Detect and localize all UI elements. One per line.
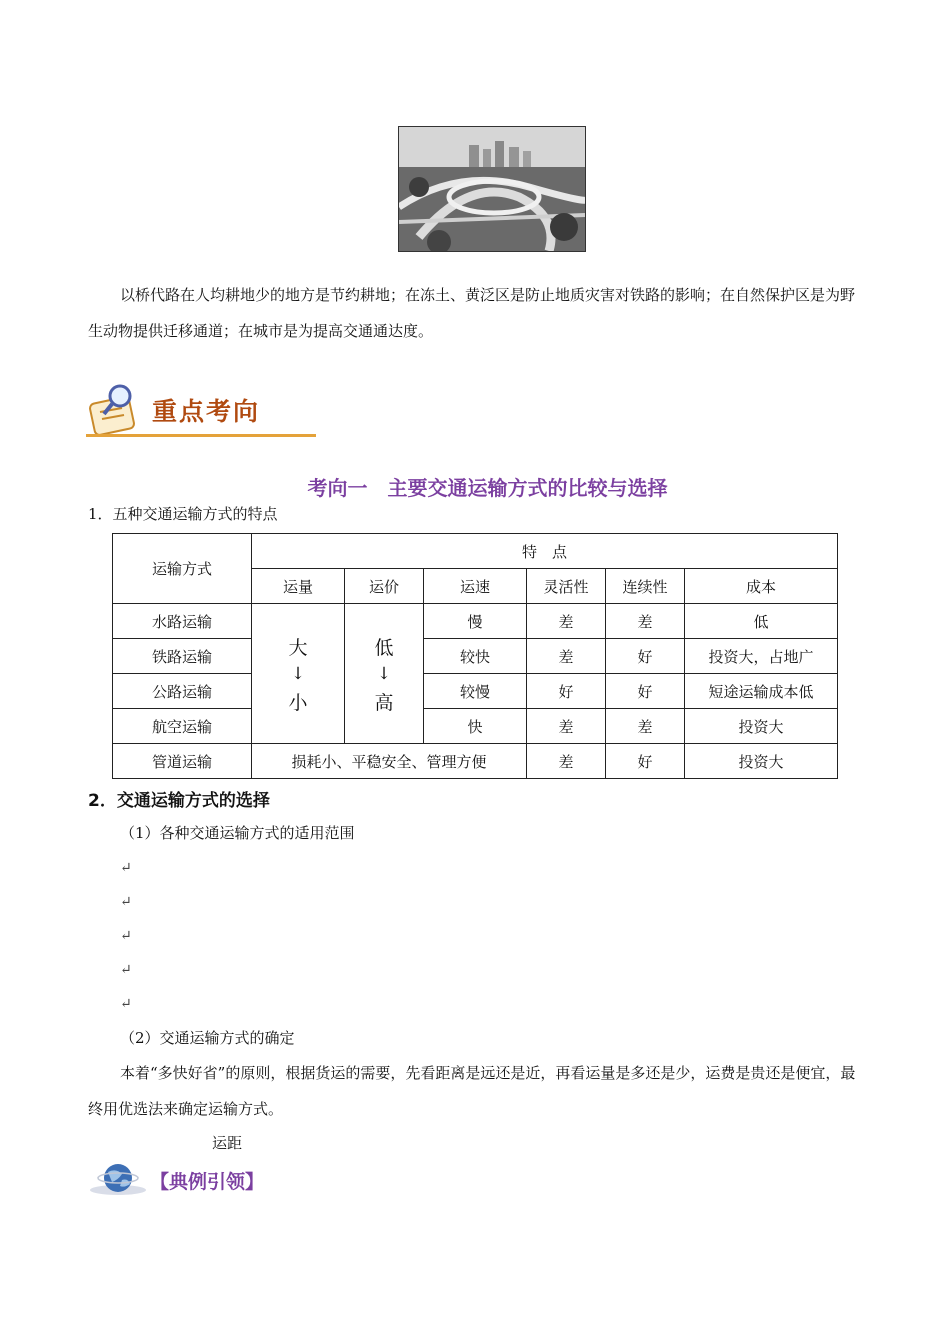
table-row bbox=[113, 639, 838, 674]
flex-cell: 差 bbox=[527, 604, 606, 639]
flex-cell: 差 bbox=[527, 639, 606, 674]
mode-cell: 公路运输 bbox=[113, 674, 252, 709]
cont-cell: 差 bbox=[606, 709, 685, 744]
col-flexibility: 灵活性 bbox=[527, 569, 606, 604]
speed-cell: 较慢 bbox=[424, 674, 527, 709]
transport-features-table bbox=[112, 533, 838, 779]
banner-underline bbox=[86, 434, 316, 437]
speed-cell: 慢 bbox=[424, 604, 527, 639]
return-mark: ↵ bbox=[120, 928, 132, 944]
paragraph-bridge-roads bbox=[88, 277, 868, 349]
volume-trend bbox=[252, 604, 345, 744]
col-volume: 运量 bbox=[252, 569, 345, 604]
volume-top: 大 bbox=[288, 636, 308, 659]
cont-cell: 好 bbox=[606, 744, 685, 779]
down-arrow-icon: ↓ bbox=[376, 663, 392, 684]
section-title: 考向一 主要交通运输方式的比较与选择 bbox=[307, 476, 668, 500]
price-top: 低 bbox=[374, 636, 394, 659]
cont-cell: 好 bbox=[606, 674, 685, 709]
paragraph-selection-principle bbox=[88, 1055, 868, 1127]
table-row bbox=[113, 709, 838, 744]
cost-cell: 投资大，占地广 bbox=[685, 639, 838, 674]
return-mark: ↵ bbox=[120, 962, 132, 978]
speed-cell: 较快 bbox=[424, 639, 527, 674]
banner-title: 重点考向 bbox=[152, 397, 261, 426]
volume-bottom: 小 bbox=[288, 691, 308, 714]
price-trend bbox=[345, 604, 424, 744]
header-transport-mode: 运输方式 bbox=[113, 534, 252, 604]
cost-cell: 低 bbox=[685, 604, 838, 639]
flex-cell: 好 bbox=[527, 674, 606, 709]
cost-cell: 投资大 bbox=[685, 709, 838, 744]
mode-cell: 航空运输 bbox=[113, 709, 252, 744]
col-price: 运价 bbox=[345, 569, 424, 604]
down-arrow-icon: ↓ bbox=[290, 663, 306, 684]
cost-cell: 短途运输成本低 bbox=[685, 674, 838, 709]
item-2-2-heading: （2）交通运输方式的确定 bbox=[120, 1029, 295, 1047]
table-row bbox=[113, 744, 838, 779]
return-mark: ↵ bbox=[120, 996, 132, 1012]
flex-cell: 差 bbox=[527, 709, 606, 744]
pipeline-merged-cell: 损耗小、平稳安全、管理方便 bbox=[252, 744, 527, 779]
item-1-heading: 1．五种交通运输方式的特点 bbox=[88, 505, 278, 523]
price-bottom: 高 bbox=[374, 691, 394, 714]
item-2-heading: 2．交通运输方式的选择 bbox=[88, 791, 270, 811]
mode-cell: 管道运输 bbox=[113, 744, 252, 779]
notepad-magnifier-icon bbox=[86, 382, 150, 438]
globe-icon bbox=[88, 1160, 150, 1200]
mode-cell: 铁路运输 bbox=[113, 639, 252, 674]
col-continuity: 连续性 bbox=[606, 569, 685, 604]
highway-interchange-photo bbox=[398, 126, 586, 252]
distance-label: 运距 bbox=[212, 1134, 243, 1152]
header-features: 特 点 bbox=[252, 534, 838, 569]
paragraph-selection-text: 本着“多快好省”的原则，根据货运的需要，先看距离是远还是近，再看运量是多还是少，运费是贵还是便宜，最终用优选法来确定运输方式。 bbox=[88, 1064, 856, 1118]
col-cost: 成本 bbox=[685, 569, 838, 604]
cont-cell: 好 bbox=[606, 639, 685, 674]
cost-cell: 投资大 bbox=[685, 744, 838, 779]
mode-cell: 水路运输 bbox=[113, 604, 252, 639]
return-mark: ↵ bbox=[120, 860, 132, 876]
speed-cell: 快 bbox=[424, 709, 527, 744]
flex-cell: 差 bbox=[527, 744, 606, 779]
example-label: 【典例引领】 bbox=[150, 1171, 265, 1193]
col-speed: 运速 bbox=[424, 569, 527, 604]
cont-cell: 差 bbox=[606, 604, 685, 639]
table-row bbox=[113, 604, 838, 639]
item-2-1-heading: （1）各种交通运输方式的适用范围 bbox=[120, 824, 355, 842]
return-mark: ↵ bbox=[120, 894, 132, 910]
paragraph-bridge-roads-text: 以桥代路在人均耕地少的地方是节约耕地；在冻土、黄泛区是防止地质灾害对铁路的影响；在自然保护区是为野生动物提供迁移通道；在城市是为提高交通通达度。 bbox=[88, 286, 856, 340]
table-row bbox=[113, 674, 838, 709]
photo-drawing bbox=[399, 127, 585, 251]
